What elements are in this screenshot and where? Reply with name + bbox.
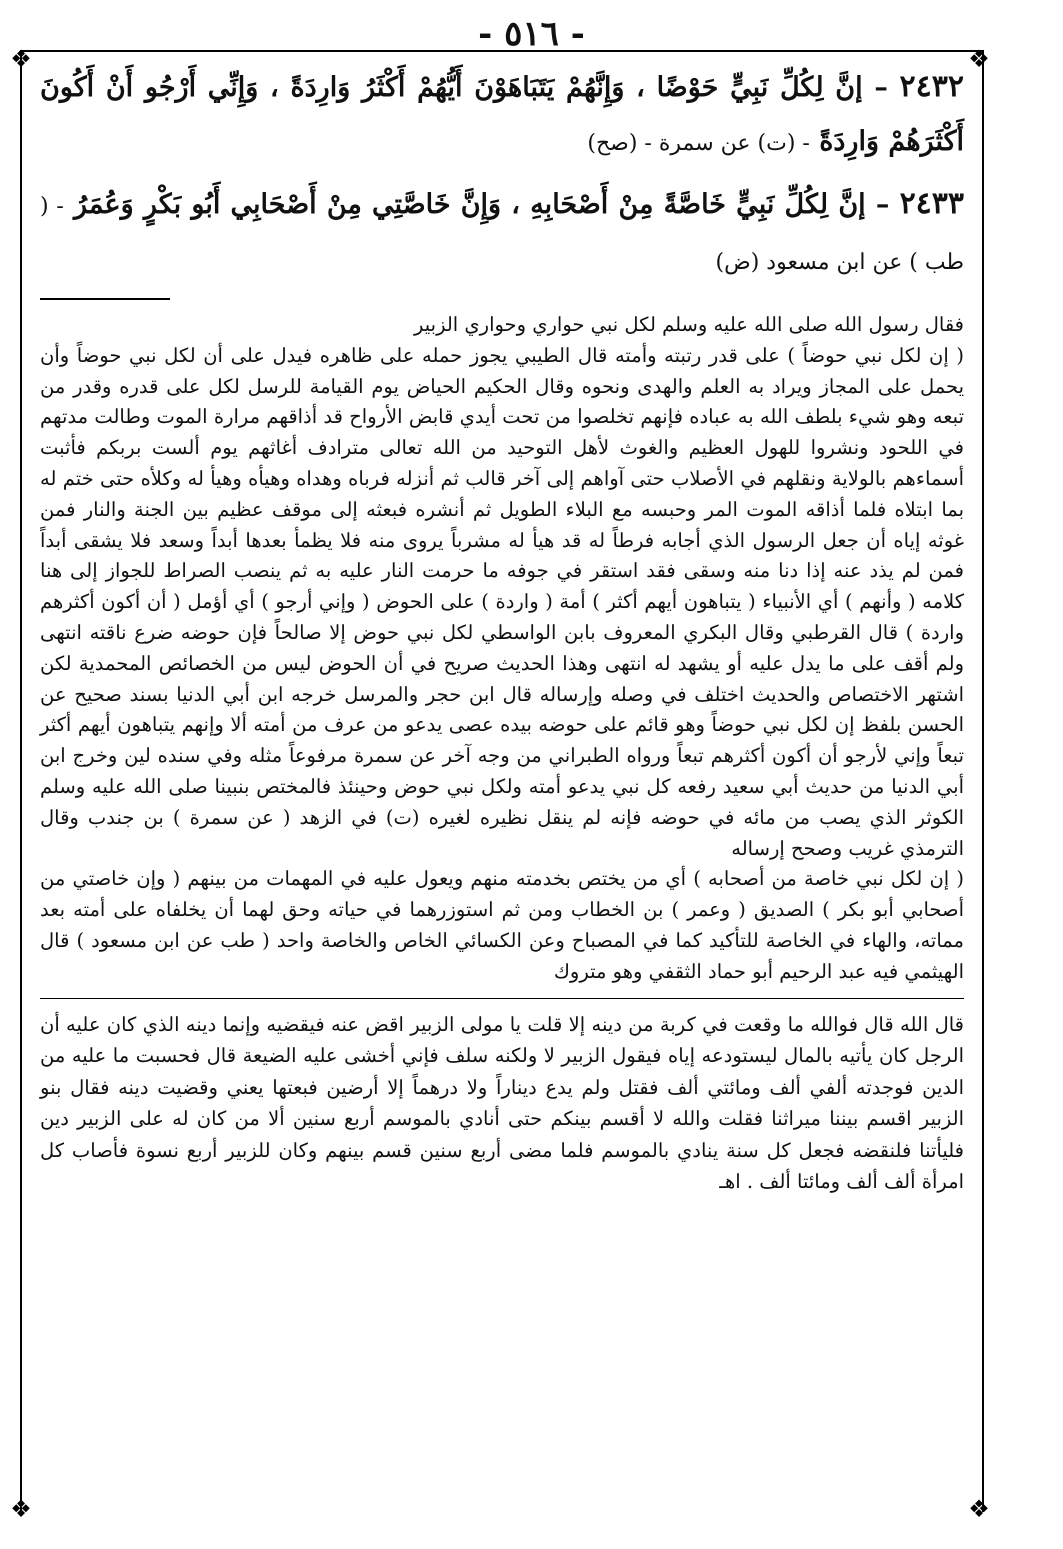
- hadith-text: – إنَّ لِكُلِّ نَبِيٍّ خَاصَّةً مِنْ أَصْحَابِهِ ، وَإِنَّ خَاصَّتِي مِنْ أَصْحَابِي أَبُو بَكْرٍ وَعُمَرُ: [74, 189, 890, 220]
- page-number: - ٥١٦ -: [478, 14, 585, 54]
- hadith-2433: [40, 177, 964, 290]
- section-divider: [40, 298, 170, 300]
- commentary-paragraph: فقال رسول الله صلى الله عليه وسلم لكل نبي حواري وحواري الزبير: [414, 313, 964, 336]
- page-content: [40, 60, 964, 1198]
- footnote-divider: [40, 998, 964, 999]
- commentary-paragraph: ( إن لكل نبي خاصة من أصحابه ) أي من يختص بخدمته منهم ويعول عليه في المهمات من بينهم ( وإن خاصتي من أصحابي أبو بكر ) الصديق ( وعمر ) بن الخطاب ومن ثم استوزرهما في حياته وحق لهما أن يخلفاه على أمته بعد مماته، والهاء في الخاصة للتأكيد كما في المصباح وعن الكسائي الخاص والخاصة واحد ( طب عن ابن مسعود ) قال الهيثمي فيه عبد الرحيم أبو حماد الثقفي وهو متروك: [40, 867, 964, 983]
- hadith-number: ٢٤٣٣: [899, 186, 965, 221]
- hadith-text: – إنَّ لِكُلِّ نَبِيٍّ حَوْضًا ، وَإِنَّهُمْ يَتَبَاهَوْنَ أَيُّهُمْ أَكْثَرُ وَارِدَةً ، وَإِنِّي أَرْجُو أَنْ أَكُونَ أَكْثَرَهُمْ وَارِدَةً: [40, 72, 964, 157]
- corner-ornament-icon: ❖: [968, 1495, 990, 1523]
- hadith-2432: [40, 60, 964, 171]
- corner-ornament-icon: ❖: [10, 1495, 32, 1523]
- corner-ornament-icon: ❖: [10, 45, 32, 73]
- hadith-source: - ( طب ) عن ابن مسعود (ض): [40, 194, 964, 275]
- commentary-paragraph: ( إن لكل نبي حوضاً ) على قدر رتبته وأمته قال الطيبي يجوز حمله على ظاهره فيدل على أن لكل نبي حوضاً وأن يحمل على المجاز ويراد به العلم والهدى ونحوه وقال الحكيم الحياض يوم القيامة للرسل لكل على قدره وقدر من تبعه وهو شيء بلطف الله به عباده فإنهم تخلصوا من تحت أيدي قابض الأرواح قد أذاقهم مرارة الموت وطالت مدتهم في اللحود ونشروا للهول العظيم والغوث لأهل التوحيد من الله تعالى مترادف أغاثهم يوم ألست بربكم فأثبت أسماءهم بالولاية ونقلهم في الأصلاب حتى آواهم إلى آخر قالب ثم أنزله فرباه وهداه وهيأه وهيأ له وكلأه حتى ختم له بما ابتلاه فلما أذاقه الموت المر وحبسه مع البلاء الطويل ثم أنشره فبعثه إلى موقف عظيم بين الجنة والنار فمن غوثه إياه أن جعل الرسول الذي أجابه فرطاً له قد هيأ له مشرباً يروى منه فلا يظمأ بعدها أبداً وسعد فلا يشقى أبداً فمن لم يذد عنه إذا دنا منه وسقى فقد استقر في جوفه ما حرمت النار عليه به ثم ينصب الصراط للجواز إلى هنا كلامه ( وأنهم ) أي الأنبياء ( يتباهون أيهم أكثر ) أمة ( واردة ) على الحوض ( وإني أرجو ) أي أؤمل ( أن أكون أكثرهم واردة ) قال القرطبي وقال البكري المعروف بابن الواسطي لكل نبي حوض إلا صالحاً فإن حوضه ضرع ناقته انتهى ولم أقف على ما يدل عليه أو يشهد له انتهى وهذا الحديث صريح في أن الحوض ليس من الخصائص المحمدية لكن اشتهر الاختصاص والحديث اختلف في وصله وإرساله قال ابن حجر والمرسل خرجه ابن أبي الدنيا بسند صحيح عن الحسن بلفظ إن لكل نبي حوضاً وهو قائم على حوضه بيده عصى يدعو من عرف من أمته ألا وإنهم يتباهون أيهم أكثر تبعاً وإني لأرجو أن أكون أكثرهم تبعاً ورواه الطبراني من وجه آخر عن سمرة مرفوعاً مثله وفي سنده لين وخرج ابن أبي الدنيا من حديث أبي سعيد رفعه كل نبي يدعو أمته ولكل نبي حوض وحينئذ فالمختص بنبينا صلى الله عليه وسلم الكوثر الذي يصب من مائه في حوضه فإنه لم ينقل نظيره لغيره (ت) في الزهد ( عن سمرة ) بن جندب وقال الترمذي غريب وصحح إرساله: [40, 343, 964, 860]
- hadith-number: ٢٤٣٢: [899, 69, 964, 104]
- corner-ornament-icon: ❖: [968, 45, 990, 73]
- commentary: [40, 310, 964, 988]
- footnote: قال الله قال فوالله ما وقعت في كربة من دينه إلا قلت يا مولى الزبير اقض عنه فيقضيه وإنما دينه الذي كان عليه أن الرجل كان يأتيه بالمال ليستودعه إياه فيقول الزبير لا ولكنه سلف فإني أخشى عليه الضيعة قال فحسبت ما عليه من الدين فوجدته ألفي ألف ومائتي ألف فقتل ولم يدع ديناراً ولا درهماً إلا أرضين فبعتها يعني وقضيت دينه فقال بنو الزبير اقسم بيننا ميراثنا فقلت والله لا أقسم بينكم حتى أنادي بالموسم أربع سنين ألا من كان له على الزبير دين فليأتنا فلنقضه فجعل كل سنة ينادي بالموسم فلما مضى أربع سنين قسم بينهم وكان للزبير أربع نسوة فأصاب كل امرأة ألف ألف ومائتا ألف . اهـ: [40, 1012, 964, 1194]
- hadith-source: - (ت) عن سمرة - (صح): [587, 131, 810, 156]
